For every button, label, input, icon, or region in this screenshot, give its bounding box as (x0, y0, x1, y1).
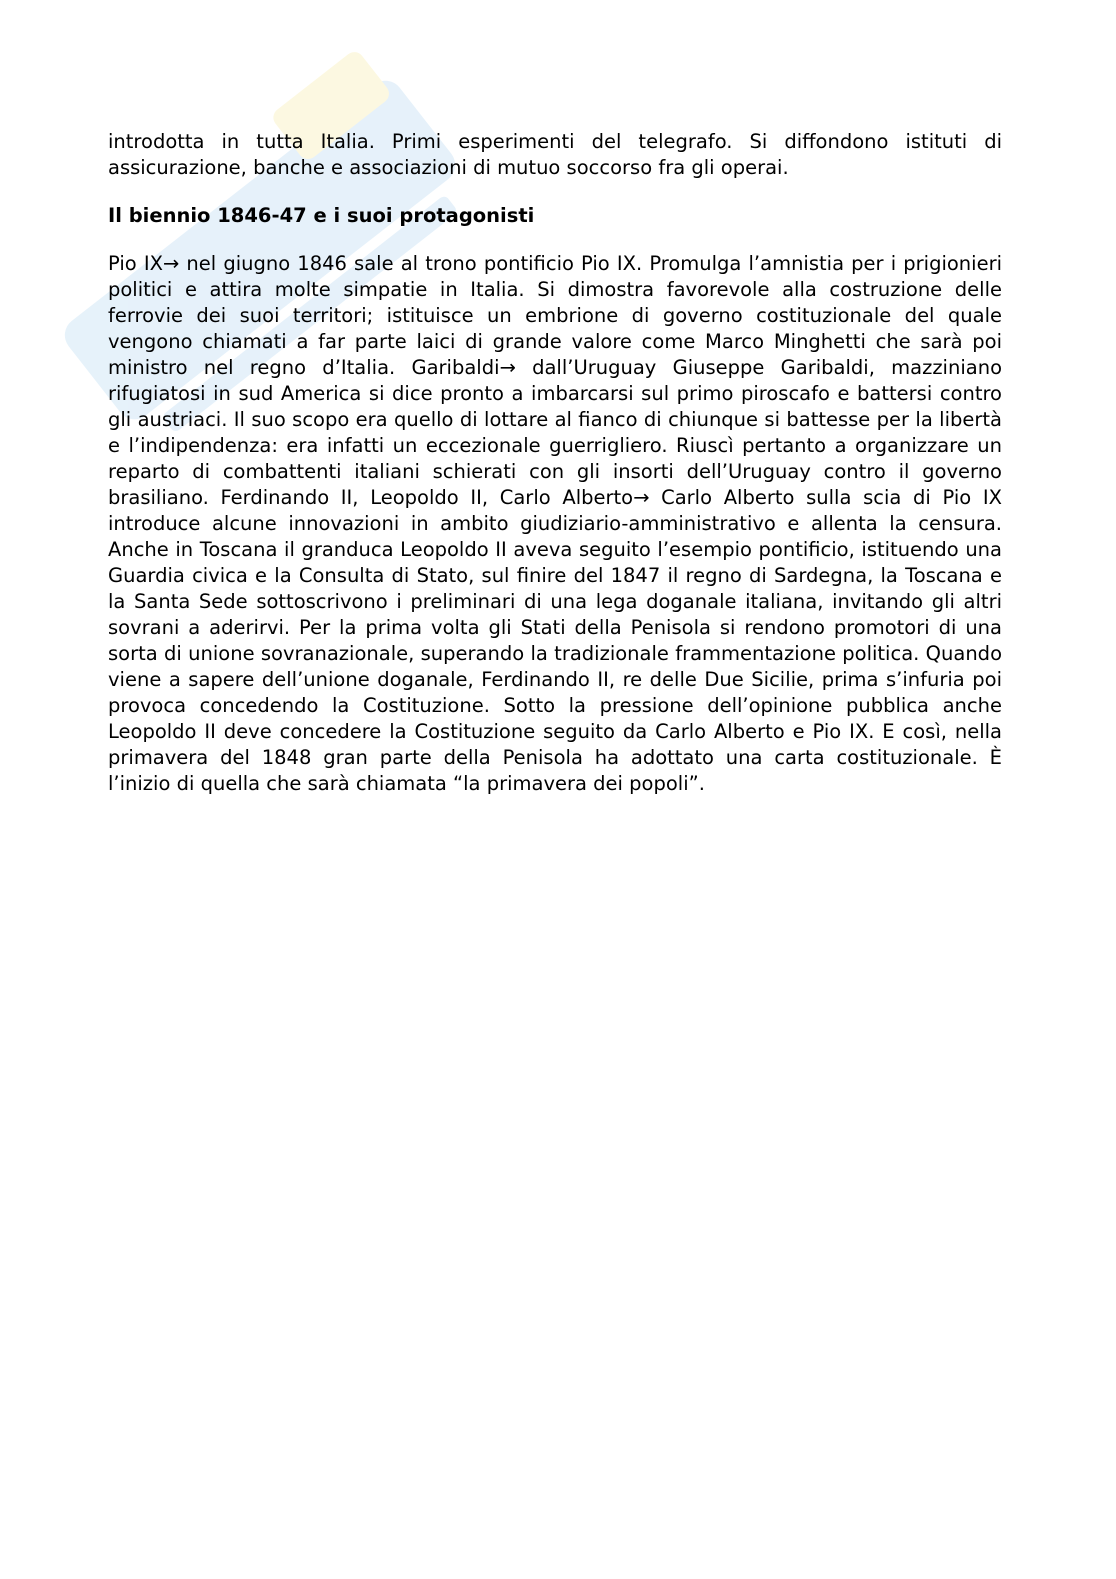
section-heading: Il biennio 1846-47 e i suoi protagonisti (108, 204, 535, 227)
document-page (108, 129, 1002, 797)
body-paragraph: Pio IX→ nel giugno 1846 sale al trono pontificio Pio IX. Promulga l’amnistia per i prigionieri politici e attira molte simpatie in Italia. Si dimostra favorevole alla costruzione delle ferrovie dei suoi territori; istituisce un embrione di governo costituzionale del quale vengono chiamati a far parte laici di grande valore come Marco Minghetti che sarà poi ministro nel regno d’Italia. Garibaldi→ dall’Uruguay Giuseppe Garibaldi, mazziniano rifugiatosi in sud America si dice pronto a imbarcarsi sul primo piroscafo e battersi contro gli austriaci. Il suo scopo era quello di lottare al fianco di chiunque si battesse per la libertà e l’indipendenza: era infatti un eccezionale guerrigliero. Riuscì pertanto a organizzare un reparto di combattenti italiani schierati con gli insorti dell’Uruguay contro il governo brasiliano. Ferdinando II, Leopoldo II, Carlo Alberto→ Carlo Alberto sulla scia di Pio IX introduce alcune innovazioni in ambito giudiziario-amministrativo e allenta la censura. Anche in Toscana il granduca Leopoldo II aveva seguito l’esempio pontificio, istituendo una Guardia civica e la Consulta di Stato, sul finire del 1847 il regno di Sardegna, la Toscana e la Santa Sede sottoscrivono i preliminari di una lega doganale italiana, invitando gli altri sovrani a aderirvi. Per la prima volta gli Stati della Penisola si rendono promotori di una sorta di unione sovranazionale, superando la tradizionale frammentazione politica. Quando viene a sapere dell’unione doganale, Ferdinando II, re delle Due Sicilie, prima s’infuria poi provoca concedendo la Costituzione. Sotto la pressione dell’opinione pubblica anche Leopoldo II deve concedere la Costituzione seguito da Carlo Alberto e Pio IX. E così, nella primavera del 1848 gran parte della Penisola ha adottato una carta costituzionale. È l’inizio di quella che sarà chiamata “la primavera dei popoli”. (108, 252, 1002, 795)
intro-paragraph: introdotta in tutta Italia. Primi esperimenti del telegrafo. Si diffondono istituti di assicurazione, banche e associazioni di mutuo soccorso fra gli operai. (108, 130, 1002, 179)
